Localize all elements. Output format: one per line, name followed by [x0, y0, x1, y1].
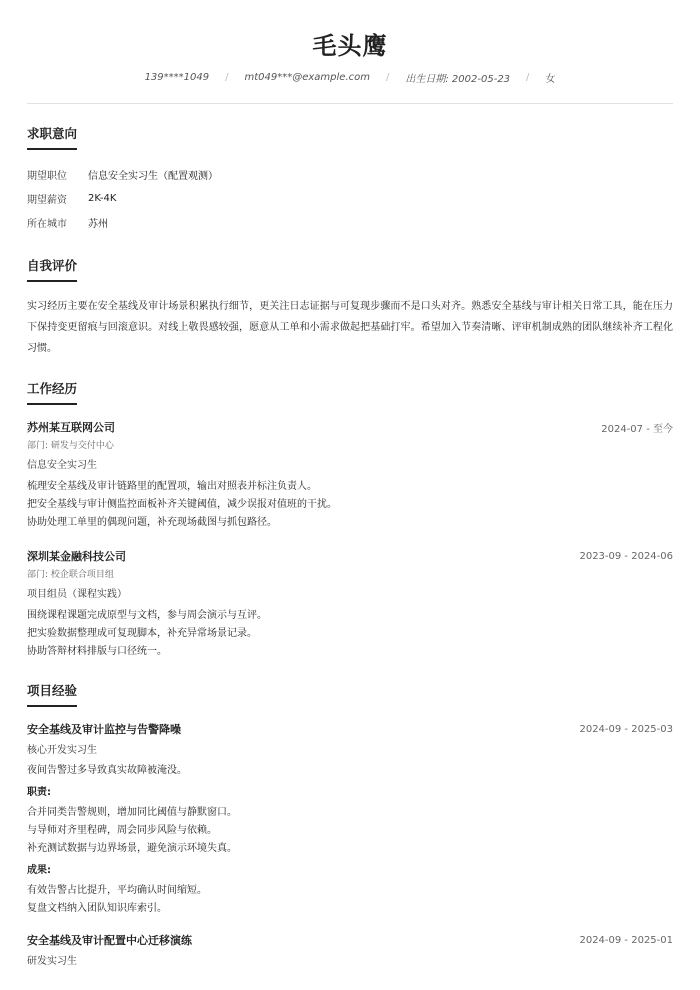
intent-row-position: [27, 162, 673, 186]
section-title-intent: 求职意向: [27, 124, 77, 150]
section-intent: [27, 124, 673, 234]
email-address: mt049***@example.com: [244, 71, 370, 83]
duty-label: 职责:: [27, 787, 51, 798]
intent-value: 信息安全实习生（配置观测）: [88, 170, 218, 182]
work-date: 2024-07 - 至今: [601, 423, 673, 435]
work-duties: [27, 607, 673, 661]
contact-separator: /: [386, 71, 390, 83]
work-entry: [27, 419, 673, 532]
project-role: 核心开发实习生: [27, 745, 97, 756]
company-name: 苏州某互联网公司: [27, 421, 115, 434]
project-duty-line: 与导师对齐里程碑，周会同步风险与依赖。: [27, 825, 217, 836]
company-name: 深圳某金融科技公司: [27, 550, 126, 563]
work-duty-line: 协助答辩材料排版与口径统一。: [27, 646, 167, 657]
project-role: 研发实习生: [27, 956, 77, 967]
gender: 女: [545, 73, 556, 85]
project-duty-line: 补充测试数据与边界场景，避免演示环境失真。: [27, 843, 237, 854]
section-title-projects: 项目经验: [27, 681, 77, 707]
project-entry-header: [27, 932, 673, 948]
intent-list: [27, 162, 673, 234]
section-work: [27, 379, 673, 661]
header-divider: [27, 103, 673, 104]
work-entry-header: [27, 419, 673, 435]
project-name: 安全基线及审计配置中心迁移演练: [27, 934, 192, 947]
project-results: [27, 882, 673, 918]
work-entry-header: [27, 548, 673, 564]
work-duty-line: 围绕课程课题完成原型与文档，参与周会演示与互评。: [27, 610, 267, 621]
intent-key: 所在城市: [27, 218, 67, 230]
intent-value: 2K-4K: [88, 192, 117, 204]
work-duties: [27, 478, 673, 532]
section-title-work: 工作经历: [27, 379, 77, 405]
contact-separator: /: [526, 71, 530, 83]
work-date: 2023-09 - 2024-06: [579, 550, 673, 562]
intent-key: 期望职位: [27, 170, 67, 182]
result-label: 成果:: [27, 865, 51, 876]
phone-number: 139****1049: [144, 71, 210, 83]
self-eval-text: 实习经历主要在安全基线及审计场景积累执行细节，更关注日志证据与可复现步骤而不是口头对齐。熟悉安全基线与审计相关日常工具，能在压力下保持变更留痕与回滚意识。对线上敬畏感较强，愿意从工单和小需求做起把基础打牢。希望加入节奏清晰、评审机制成熟的团队继续补齐工程化习惯。: [27, 301, 673, 354]
intent-row-salary: [27, 186, 673, 210]
job-role: 信息安全实习生: [27, 460, 97, 471]
project-date: 2024-09 - 2025-03: [579, 723, 673, 735]
intent-value: 苏州: [88, 218, 108, 230]
contact-separator: /: [225, 71, 229, 83]
section-title-self-eval: 自我评价: [27, 256, 77, 282]
section-projects: [27, 681, 673, 968]
section-self-eval: [27, 256, 673, 359]
project-duty-line: 合并同类告警规则，增加同比阈值与静默窗口。: [27, 807, 237, 818]
birth-date: 出生日期: 2002-05-23: [405, 73, 511, 85]
project-description: 夜间告警过多导致真实故障被淹没。: [27, 765, 187, 776]
project-result-line: 有效告警占比提升，平均确认时间缩短。: [27, 885, 207, 896]
project-name: 安全基线及审计监控与告警降噪: [27, 723, 181, 736]
work-duty-line: 梳理安全基线及审计链路里的配置项，输出对照表并标注负责人。: [27, 481, 317, 492]
candidate-name: 毛头鹰: [312, 32, 388, 60]
project-date: 2024-09 - 2025-01: [579, 934, 673, 946]
intent-row-city: [27, 210, 673, 234]
department: 部门: 研发与交付中心: [27, 441, 114, 451]
project-entry-header: [27, 721, 673, 737]
project-result-line: 复盘文档纳入团队知识库索引。: [27, 903, 167, 914]
department: 部门: 校企联合项目组: [27, 570, 114, 580]
contact-bar: [27, 62, 673, 92]
intent-key: 期望薪资: [27, 194, 67, 206]
work-duty-line: 把安全基线与审计侧监控面板补齐关键阈值，减少误报对值班的干扰。: [27, 499, 337, 510]
work-entry: [27, 548, 673, 661]
project-entry: [27, 932, 673, 968]
project-entry: [27, 721, 673, 918]
work-duty-line: 把实验数据整理成可复现脚本，补充异常场景记录。: [27, 628, 257, 639]
job-role: 项目组员（课程实践）: [27, 589, 127, 600]
work-duty-line: 协助处理工单里的偶现问题，补充现场截图与抓包路径。: [27, 517, 277, 528]
project-duties: [27, 804, 673, 858]
